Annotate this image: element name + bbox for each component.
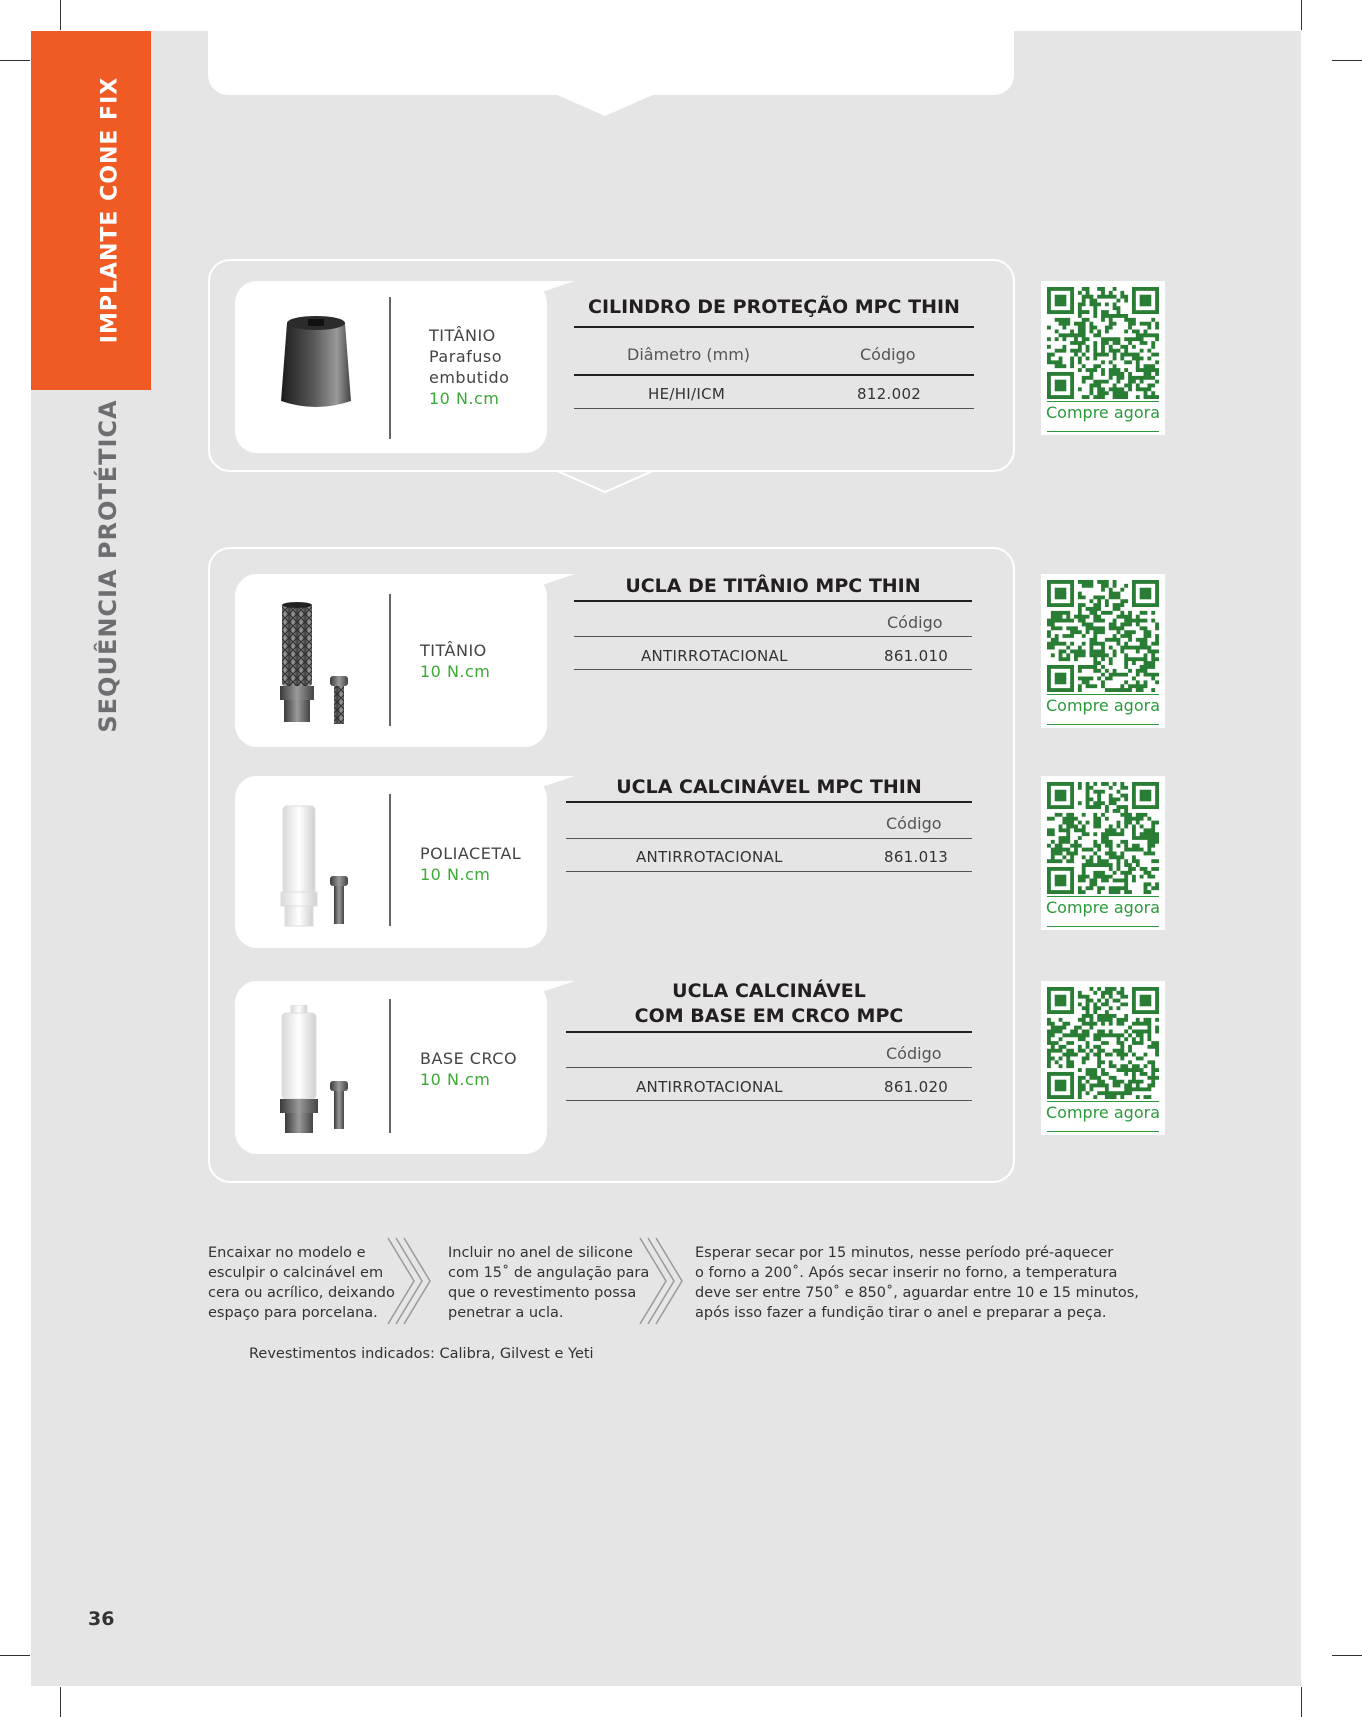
title-rule — [574, 600, 972, 602]
card-divider — [389, 794, 391, 926]
product-title-line: COM BASE EM CRCO MPC — [634, 1005, 904, 1027]
link-rule — [1047, 401, 1159, 402]
variant-cell: ANTIRROTACIONAL — [636, 1078, 783, 1096]
calcinable-ucla-icon — [273, 804, 363, 932]
card-divider — [389, 297, 391, 439]
step-line: Incluir no anel de silicone — [448, 1245, 633, 1261]
column-header-code: Código — [860, 345, 916, 364]
torque-value: 10 N.cm — [420, 1070, 491, 1089]
protection-cylinder-icon — [275, 313, 357, 421]
material-block — [420, 1048, 540, 1090]
step-line: que o revestimento possa — [448, 1285, 637, 1301]
material-label: BASE CRCO — [420, 1049, 518, 1068]
code-cell: 812.002 — [857, 385, 922, 403]
material-block — [420, 843, 540, 885]
step-line: Esperar secar por 15 minutos, nesse período pré-aquecer — [695, 1245, 1114, 1261]
card-tab-notch — [515, 574, 575, 594]
material-label: TITÂNIO — [420, 641, 487, 660]
step-line: deve ser entre 750˚ e 850˚, aguardar entre 10 e 15 minutos, — [695, 1285, 1139, 1301]
code-cell: 861.013 — [884, 848, 949, 866]
column-header-diameter: Diâmetro (mm) — [627, 345, 751, 364]
crop-mark — [1332, 60, 1362, 61]
crop-mark — [0, 1655, 30, 1656]
crop-mark — [60, 0, 61, 30]
title-rule — [574, 326, 974, 328]
top-panel — [208, 31, 1014, 95]
link-rule — [1047, 896, 1159, 897]
row-rule — [574, 669, 972, 670]
qr-code[interactable] — [1041, 281, 1165, 435]
step-line: o forno a 200˚. Após secar inserir no forno, a temperatura — [695, 1265, 1118, 1281]
crop-mark — [60, 1687, 61, 1717]
card-tab-notch — [515, 281, 575, 301]
process-step-1 — [208, 1243, 395, 1323]
step-line: esculpir o calcinável em — [208, 1265, 384, 1281]
product-title: CILINDRO DE PROTEÇÃO MPC THIN — [588, 296, 960, 318]
title-rule — [566, 1031, 972, 1033]
product-card — [235, 981, 547, 1154]
page-number: 36 — [88, 1608, 115, 1630]
step-line: após isso fazer a fundição tirar o anel e preparar a peça. — [695, 1305, 1107, 1321]
link-rule — [1047, 1101, 1159, 1102]
qr-finder-pattern — [1049, 784, 1072, 807]
card-divider — [389, 999, 391, 1133]
link-rule — [1047, 431, 1159, 432]
step-line: penetrar a ucla. — [448, 1305, 564, 1321]
row-rule — [566, 1100, 972, 1101]
buy-now-link[interactable]: Compre agora — [1046, 1103, 1160, 1122]
column-header-code: Código — [887, 613, 943, 632]
header-rule — [566, 1067, 972, 1068]
product-card — [235, 776, 547, 948]
qr-finder-pattern — [1049, 1074, 1072, 1097]
qr-code[interactable] — [1041, 574, 1165, 728]
variant-cell: ANTIRROTACIONAL — [636, 848, 783, 866]
sidebar-subsection-title: SEQUÊNCIA PROTÉTICA — [94, 399, 122, 733]
qr-code[interactable] — [1041, 981, 1165, 1135]
variant-cell: ANTIRROTACIONAL — [641, 647, 788, 665]
step-line: Encaixar no modelo e — [208, 1245, 366, 1261]
qr-finder-pattern — [1134, 582, 1157, 605]
variant-cell: HE/HI/ICM — [648, 385, 726, 403]
step-line: com 15˚ de angulação para — [448, 1265, 650, 1281]
row-rule — [566, 871, 972, 872]
process-step-2 — [448, 1243, 649, 1323]
qr-finder-pattern — [1049, 869, 1072, 892]
pointer-arrow-icon — [555, 94, 655, 119]
header-rule — [574, 636, 972, 637]
card-divider — [389, 594, 391, 726]
header-rule — [574, 374, 974, 376]
chevron-right-icon — [384, 1236, 432, 1326]
column-header-code: Código — [886, 1044, 942, 1063]
product-title-line: UCLA CALCINÁVEL — [672, 980, 866, 1002]
crop-mark — [1332, 1655, 1362, 1656]
material-label: TITÂNIO — [429, 326, 496, 345]
column-header-code: Código — [886, 814, 942, 833]
buy-now-link[interactable]: Compre agora — [1046, 696, 1160, 715]
process-step-3 — [695, 1243, 1139, 1323]
qr-finder-pattern — [1049, 582, 1072, 605]
link-rule — [1047, 694, 1159, 695]
qr-code-icon — [1047, 782, 1159, 894]
material-note: Parafuso embutido — [429, 347, 510, 387]
qr-finder-pattern — [1049, 289, 1072, 312]
qr-finder-pattern — [1134, 289, 1157, 312]
product-title: UCLA CALCINÁVEL MPC THIN — [616, 776, 922, 798]
product-card — [235, 281, 547, 453]
torque-value: 10 N.cm — [420, 865, 491, 884]
product-card — [235, 574, 547, 747]
crco-base-ucla-icon — [273, 1005, 363, 1137]
product-title: UCLA DE TITÂNIO MPC THIN — [625, 575, 921, 597]
material-block — [429, 325, 539, 409]
buy-now-link[interactable]: Compre agora — [1046, 898, 1160, 917]
header-rule — [566, 838, 972, 839]
qr-finder-pattern — [1049, 374, 1072, 397]
qr-code-icon — [1047, 987, 1159, 1099]
code-cell: 861.020 — [884, 1078, 949, 1096]
link-rule — [1047, 1131, 1159, 1132]
qr-code[interactable] — [1041, 776, 1165, 930]
qr-finder-pattern — [1134, 784, 1157, 807]
code-cell: 861.010 — [884, 647, 949, 665]
crop-mark — [0, 60, 30, 61]
qr-code-icon — [1047, 580, 1159, 692]
row-rule — [574, 408, 974, 409]
torque-value: 10 N.cm — [429, 389, 500, 408]
crop-mark — [1301, 0, 1302, 30]
product-title — [566, 979, 972, 1029]
step-line: espaço para porcelana. — [208, 1305, 378, 1321]
crop-mark — [1301, 1687, 1302, 1717]
sidebar-section-title: IMPLANTE CONE FIX — [97, 76, 123, 344]
torque-value: 10 N.cm — [420, 662, 491, 681]
buy-now-link[interactable]: Compre agora — [1046, 403, 1160, 422]
material-block — [420, 640, 540, 682]
link-rule — [1047, 724, 1159, 725]
titanium-ucla-icon — [273, 602, 363, 730]
title-rule — [566, 801, 972, 803]
qr-finder-pattern — [1049, 667, 1072, 690]
sidebar-section-tab — [31, 31, 151, 390]
investment-note: Revestimentos indicados: Calibra, Gilvest e Yeti — [249, 1346, 594, 1362]
qr-finder-pattern — [1049, 989, 1072, 1012]
link-rule — [1047, 926, 1159, 927]
qr-finder-pattern — [1134, 989, 1157, 1012]
chevron-right-icon — [636, 1236, 684, 1326]
qr-code-icon — [1047, 287, 1159, 399]
material-label: POLIACETAL — [420, 844, 522, 863]
pointer-arrow-icon — [555, 470, 655, 496]
step-line: cera ou acrílico, deixando — [208, 1285, 395, 1301]
